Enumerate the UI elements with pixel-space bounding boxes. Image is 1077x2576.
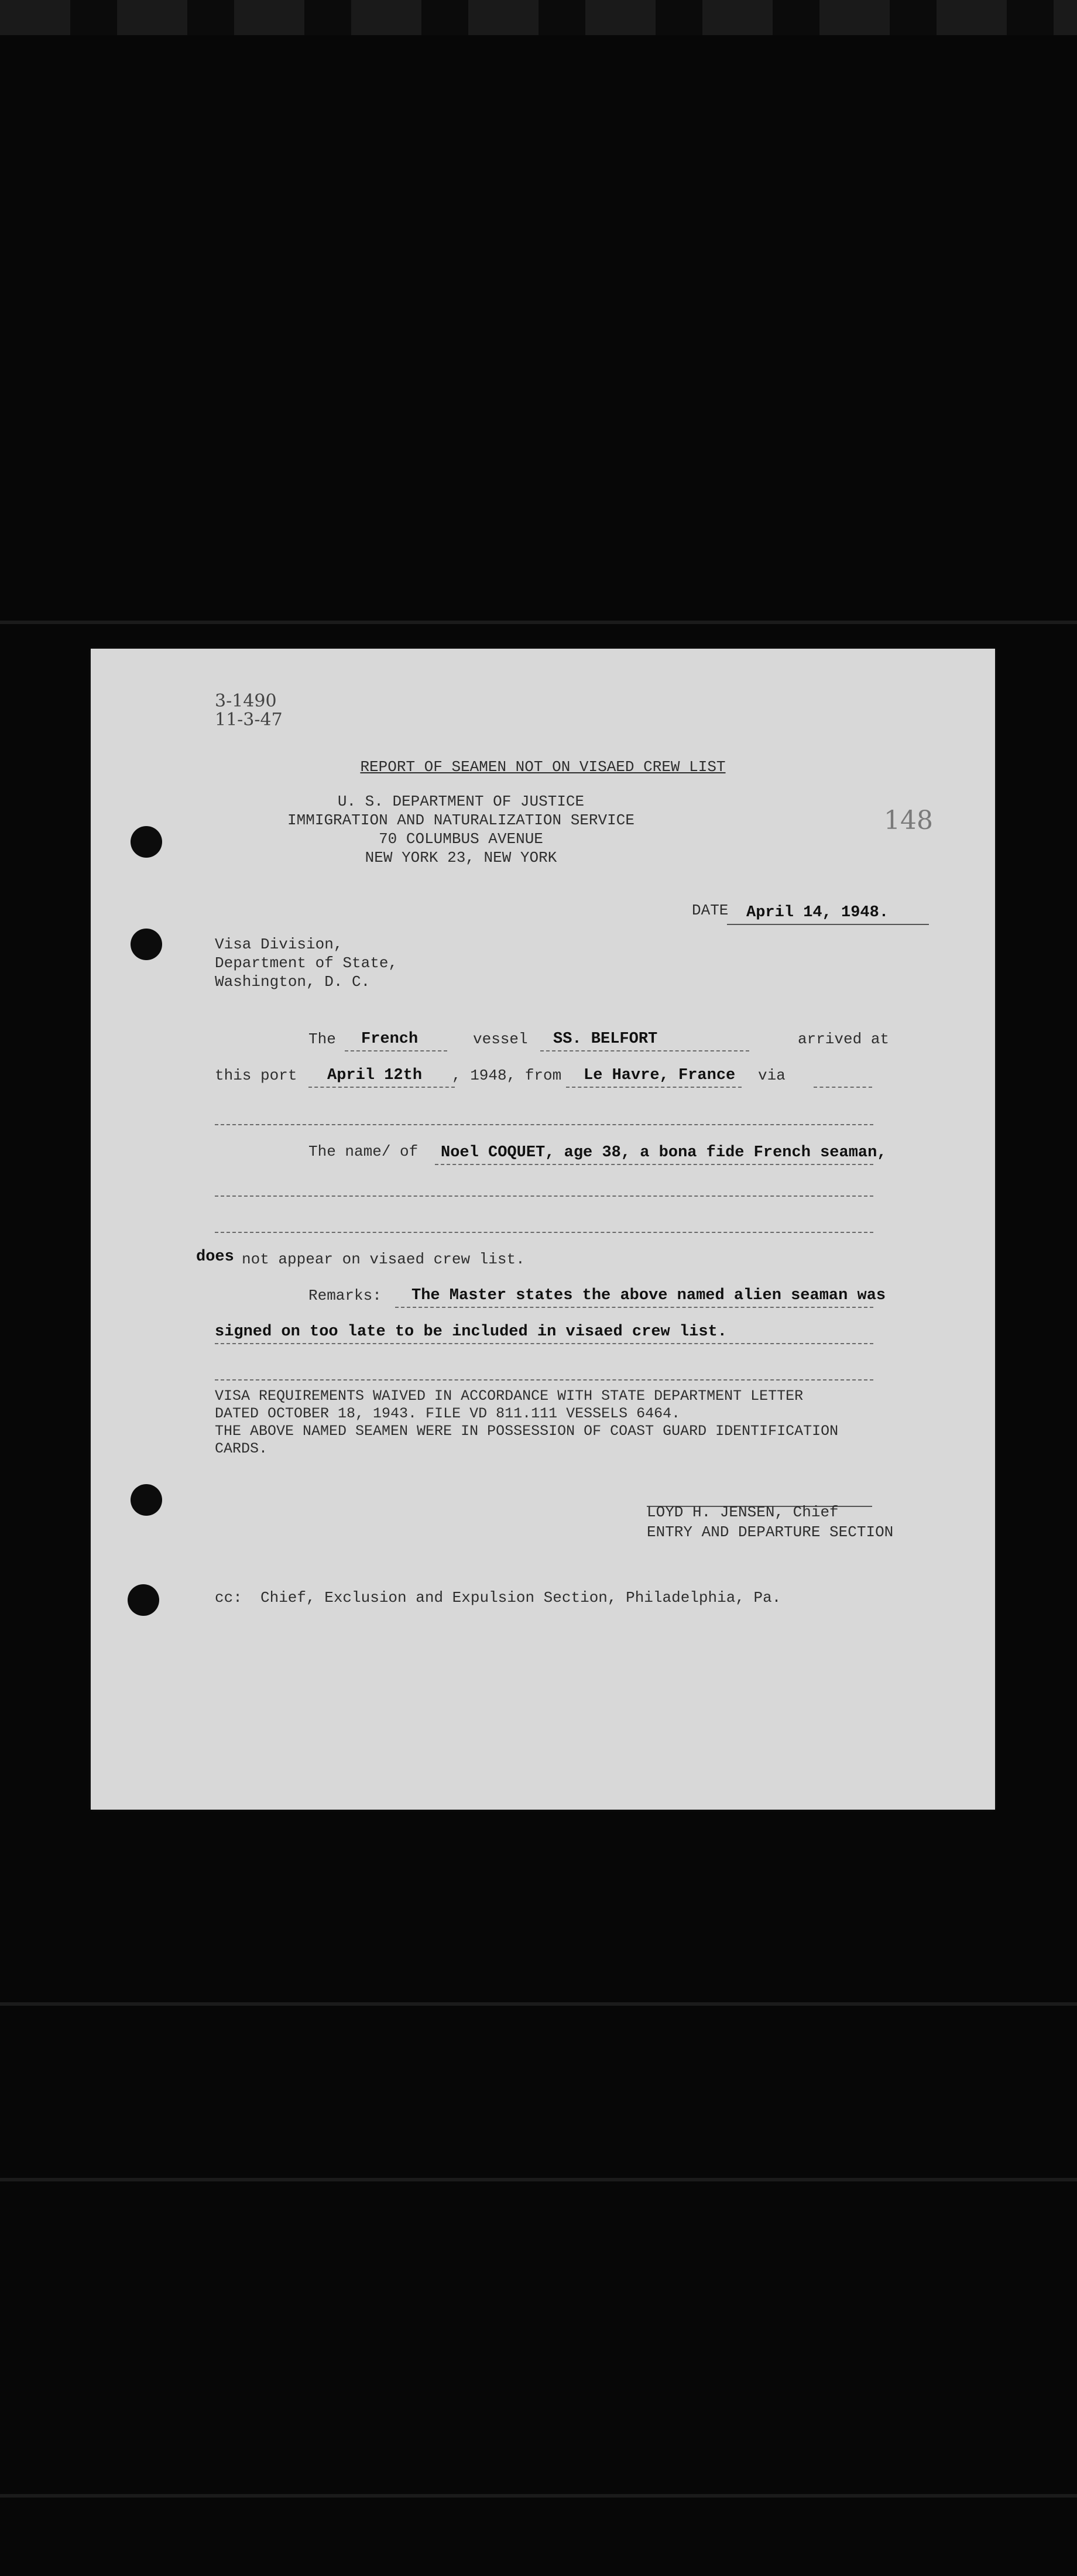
vessel-label: vessel: [473, 1030, 528, 1048]
remarks-line-2-rule: [215, 1343, 873, 1344]
street-address: 70 COLUMBUS AVENUE: [379, 830, 543, 848]
remarks-line-1: The Master states the above named alien seaman was: [411, 1287, 886, 1304]
nationality-line: [345, 1050, 447, 1051]
arrival-date-line: [308, 1087, 455, 1088]
waiver-line-4: CARDS.: [215, 1440, 268, 1457]
service-name: IMMIGRATION AND NATURALIZATION SERVICE: [287, 811, 634, 829]
via-label: via: [758, 1067, 786, 1084]
department-name: U. S. DEPARTMENT OF JUSTICE: [337, 793, 585, 810]
signatory-name: LOYD H. JENSEN, Chief: [647, 1503, 839, 1521]
remarks-label: Remarks:: [308, 1287, 382, 1304]
remarks-line-2: signed on too late to be included in visaed crew list.: [215, 1323, 727, 1341]
film-band: [0, 2002, 1077, 2006]
city-address: NEW YORK 23, NEW YORK: [365, 849, 557, 866]
does-typed: does: [196, 1248, 234, 1266]
year-from-label: , 1948, from: [452, 1067, 562, 1084]
punch-hole: [131, 1484, 162, 1516]
arrived-at-label: arrived at: [798, 1030, 890, 1048]
blank-line: [215, 1232, 873, 1233]
form-date: 11-3-47: [215, 710, 283, 730]
cc-label: cc:: [215, 1589, 242, 1606]
from-port-line: [566, 1087, 742, 1088]
body-the: The: [308, 1030, 336, 1048]
arrival-date: April 12th: [327, 1067, 423, 1084]
date-label: DATE: [692, 902, 729, 919]
waiver-line-3: THE ABOVE NAMED SEAMEN WERE IN POSSESSION OF COAST GUARD IDENTIFICATION: [215, 1423, 839, 1440]
not-appear-text: not appear on visaed crew list.: [242, 1251, 525, 1268]
page-number-stamp: 148: [884, 806, 933, 835]
film-band: [0, 621, 1077, 624]
via-line: [814, 1087, 872, 1088]
waiver-line-2: DATED OCTOBER 18, 1943. FILE VD 811.111 VESSELS 6464.: [215, 1405, 681, 1422]
date-value: April 14, 1948.: [746, 904, 889, 922]
addressee-line-2: Department of State,: [215, 954, 398, 972]
report-title: REPORT OF SEAMEN NOT ON VISAED CREW LIST: [360, 758, 726, 776]
punch-hole: [131, 929, 162, 960]
seaman-description: Noel COQUET, age 38, a bona fide French seaman,: [441, 1144, 887, 1162]
film-strip-top: [0, 0, 1077, 35]
waiver-line-1: VISA REQUIREMENTS WAIVED IN ACCORDANCE WITH STATE DEPARTMENT LETTER: [215, 1388, 804, 1405]
remarks-blank-rule: [215, 1379, 873, 1381]
date-underline: [727, 924, 929, 925]
form-number: 3-1490: [215, 691, 277, 711]
vessel-nationality: French: [361, 1030, 419, 1048]
film-band: [0, 2178, 1077, 2181]
signatory-section: ENTRY AND DEPARTURE SECTION: [647, 1523, 894, 1541]
blank-line: [215, 1195, 873, 1197]
vessel-name: SS. BELFORT: [553, 1030, 658, 1048]
punch-hole: [128, 1584, 159, 1616]
addressee-line-3: Washington, D. C.: [215, 973, 371, 991]
document-page: [91, 649, 995, 1810]
remarks-line-1-rule: [395, 1307, 873, 1308]
name-of-label: The name/ of: [308, 1143, 419, 1160]
blank-line: [215, 1124, 873, 1125]
vessel-name-line: [540, 1050, 749, 1051]
film-band: [0, 2494, 1077, 2498]
seaman-line: [435, 1164, 873, 1165]
from-port: Le Havre, France: [584, 1067, 736, 1084]
cc-text: Chief, Exclusion and Expulsion Section, Philadelphia, Pa.: [260, 1589, 781, 1606]
addressee-line-1: Visa Division,: [215, 936, 343, 953]
this-port-label: this port: [215, 1067, 297, 1084]
